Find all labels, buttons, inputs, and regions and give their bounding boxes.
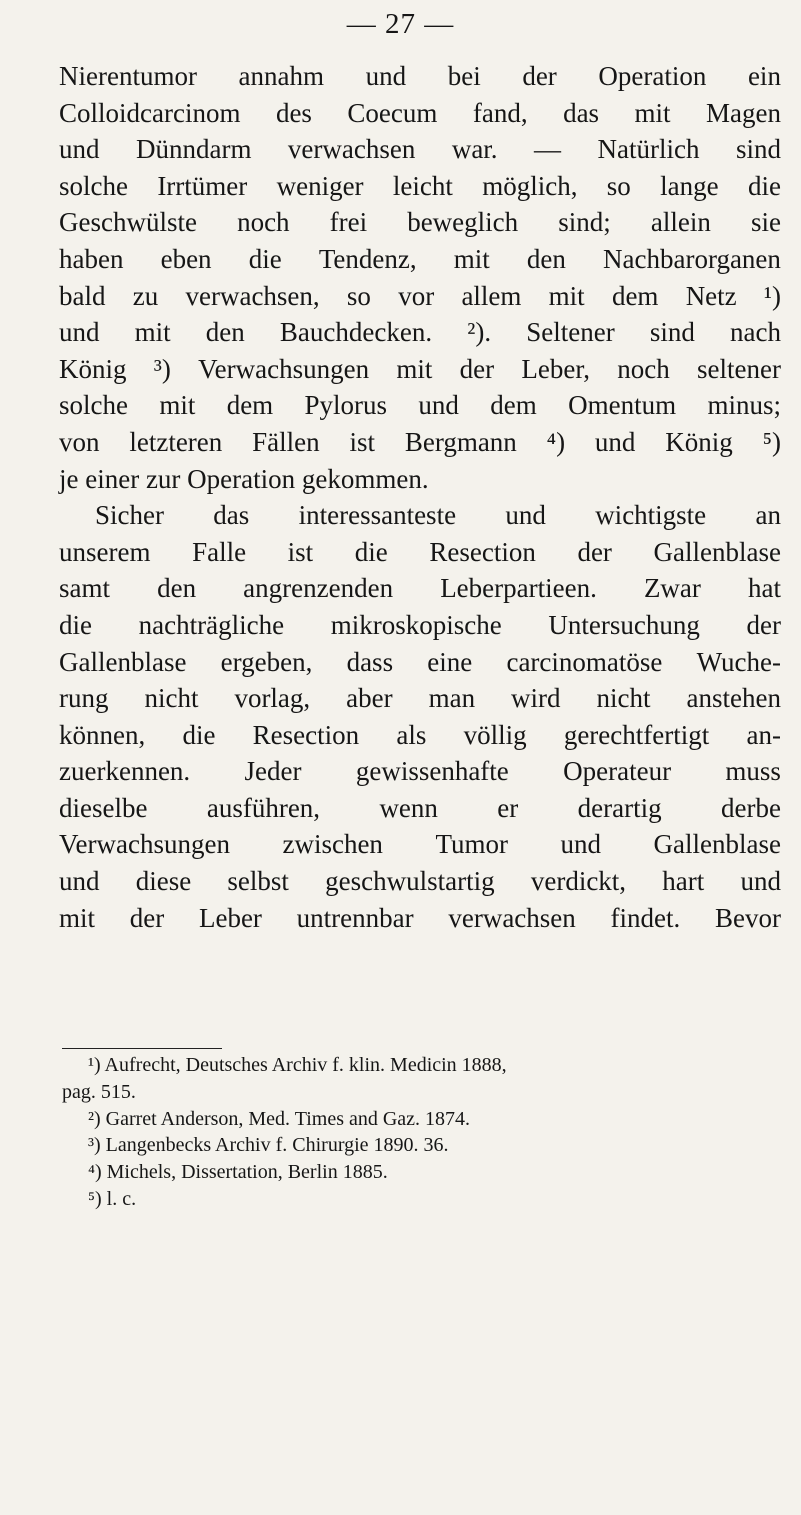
body-text — [59, 58, 781, 936]
body-line: je einer zur Operation gekommen. — [59, 463, 429, 494]
footnote: ¹) Aufrecht, Deutsches Archiv f. klin. Medicin 1888, — [88, 1054, 507, 1076]
body-line: bald zu verwachsen, so vor allem mit dem Netz ¹) — [59, 280, 781, 311]
body-line: Sicher das interessanteste und wichtigste an — [95, 500, 781, 531]
body-line: die nachträgliche mikroskopische Untersuchung der — [59, 609, 781, 640]
footnote: ⁴) Michels, Dissertation, Berlin 1885. — [88, 1161, 388, 1184]
body-line: haben eben die Tendenz, mit den Nachbarorganen — [59, 243, 781, 274]
body-line: rung nicht vorlag, aber man wird nicht anstehen — [59, 683, 781, 714]
body-line: und diese selbst geschwulstartig verdickt, hart und — [59, 866, 781, 897]
body-line: mit der Leber untrennbar verwachsen findet. Bevor — [59, 902, 781, 933]
page-number: — 27 — — [346, 8, 455, 40]
footnote: ⁵) l. c. — [88, 1187, 137, 1210]
body-line: unserem Falle ist die Resection der Gallenblase — [59, 536, 781, 567]
footnotes — [62, 1052, 782, 1213]
footnote: ²) Garret Anderson, Med. Times and Gaz. 1874. — [88, 1107, 471, 1130]
body-line: können, die Resection als völlig gerechtfertigt an- — [59, 719, 781, 750]
body-line: solche mit dem Pylorus und dem Omentum minus; — [59, 390, 781, 421]
body-line: Geschwülste noch frei beweglich sind; allein sie — [59, 207, 781, 238]
body-line: und Dünndarm verwachsen war. — Natürlich sind — [59, 134, 781, 165]
body-line: König ³) Verwachsungen mit der Leber, noch seltener — [59, 353, 781, 384]
body-line: Nierentumor annahm und bei der Operation ein — [59, 61, 781, 91]
body-line: dieselbe ausführen, wenn er derartig derbe — [59, 792, 781, 823]
body-line: Gallenblase ergeben, dass eine carcinomatöse Wuche- — [59, 646, 781, 677]
body-line: solche Irrtümer weniger leicht möglich, so lange die — [59, 170, 781, 201]
footnote-continuation: pag. 515. — [62, 1080, 136, 1103]
body-line: zuerkennen. Jeder gewissenhafte Operateur muss — [59, 756, 781, 787]
body-line: von letzteren Fällen ist Bergmann ⁴) und König ⁵) — [59, 426, 781, 457]
body-line: Verwachsungen zwischen Tumor und Gallenblase — [59, 829, 781, 860]
body-line: Colloidcarcinom des Coecum fand, das mit Magen — [59, 97, 781, 128]
footnote-divider — [62, 1048, 222, 1049]
body-line: und mit den Bauchdecken. ²). Seltener sind nach — [59, 317, 781, 348]
footnote: ³) Langenbecks Archiv f. Chirurgie 1890. 36. — [88, 1134, 449, 1157]
body-line: samt den angrenzenden Leberpartieen. Zwar hat — [59, 573, 781, 604]
